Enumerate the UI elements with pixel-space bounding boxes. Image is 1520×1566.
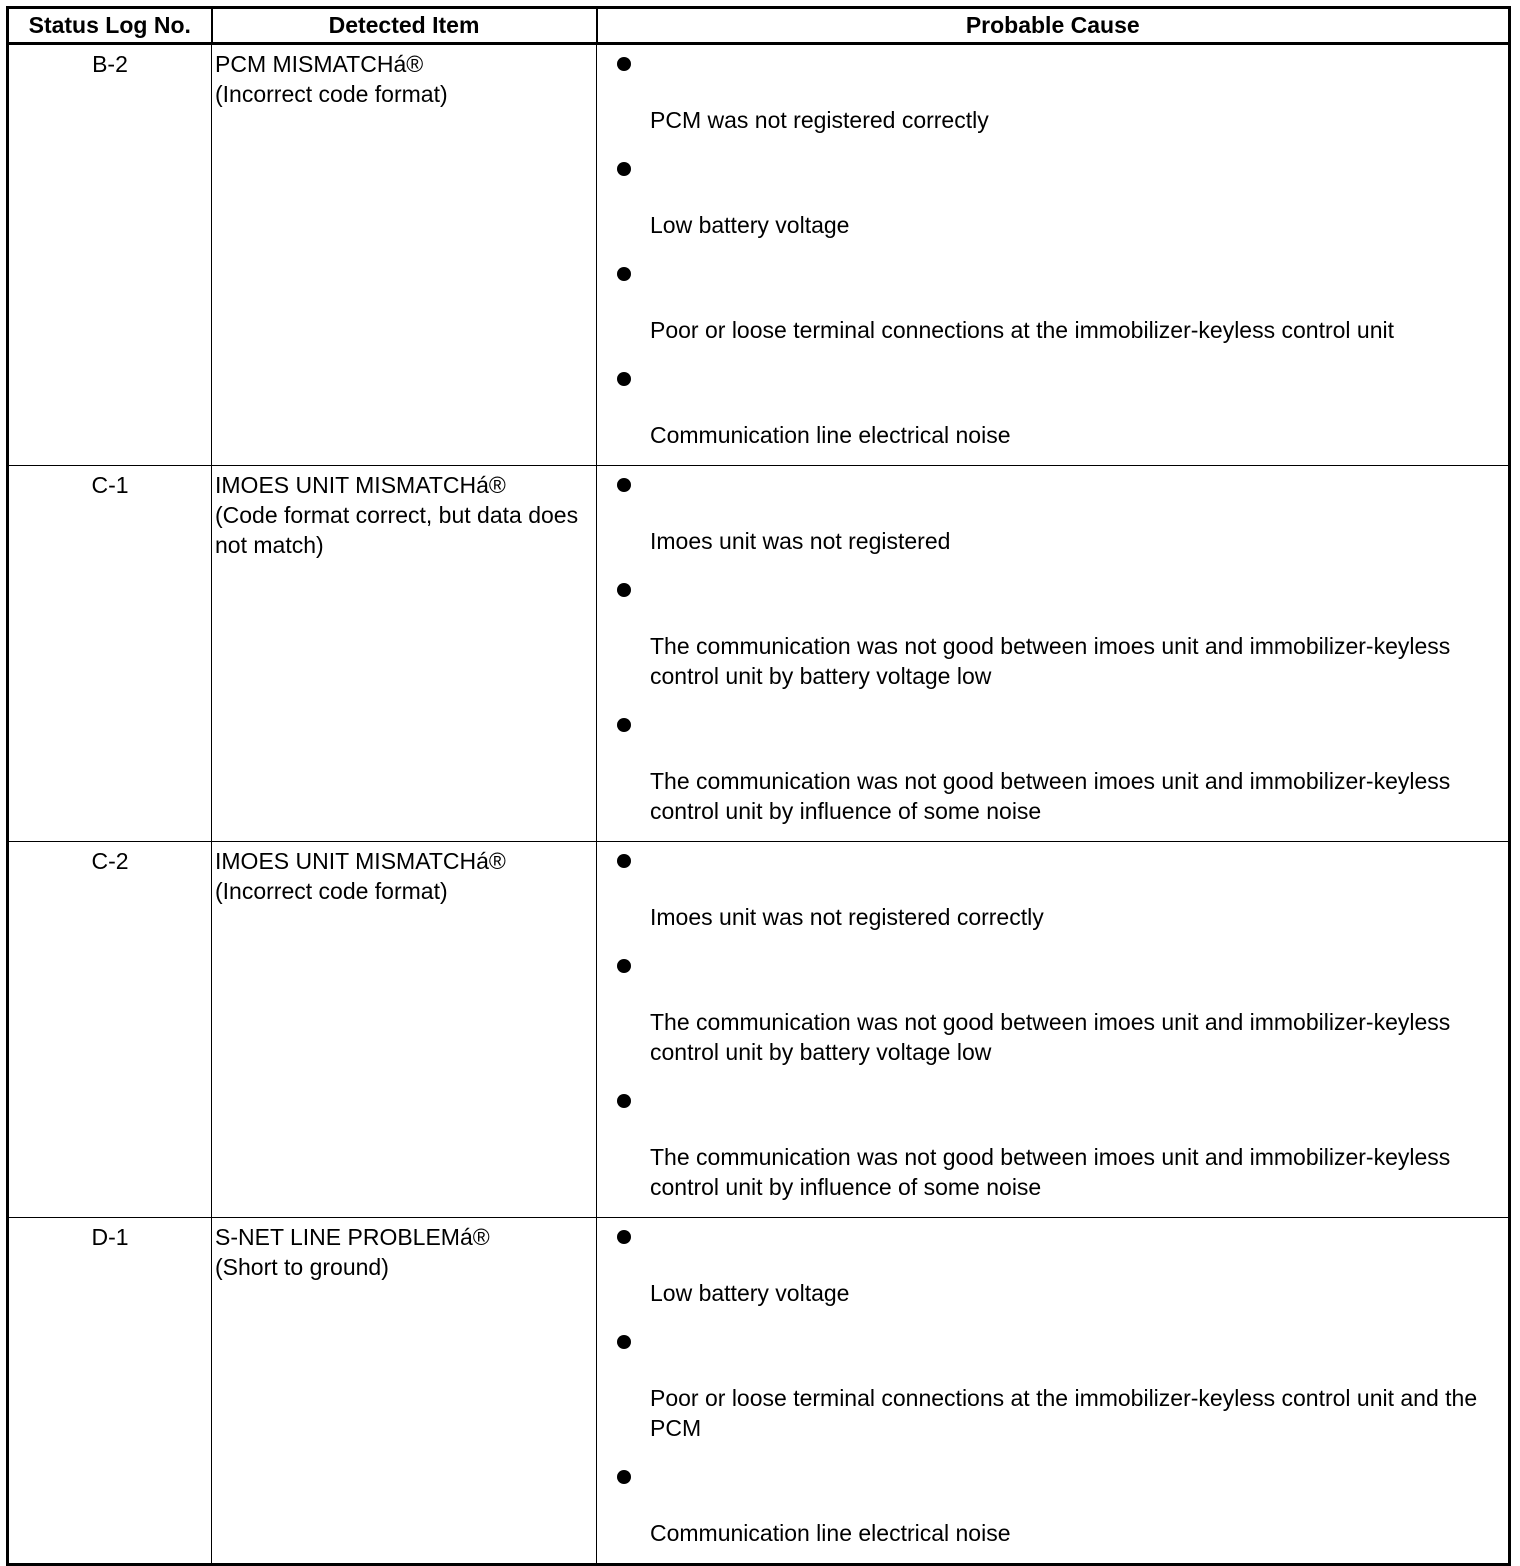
bullet-icon bbox=[617, 57, 631, 71]
detected-item-detail: (Incorrect code format) bbox=[215, 878, 448, 904]
detected-item-title: IMOES UNIT MISMATCHá® bbox=[215, 848, 506, 874]
cause-item bbox=[597, 360, 1508, 465]
detected-item-title: PCM MISMATCHá® bbox=[215, 51, 424, 77]
probable-cause bbox=[597, 44, 1510, 466]
cause-text: Poor or loose terminal connections at the immobilizer-keyless control unit and the PCM bbox=[650, 1385, 1478, 1441]
table-row bbox=[8, 44, 1510, 466]
status-log-no: D-1 bbox=[8, 1218, 212, 1565]
probable-cause bbox=[597, 466, 1510, 842]
bullet-icon bbox=[617, 162, 631, 176]
cause-item bbox=[597, 466, 1508, 571]
cause-item bbox=[597, 706, 1508, 841]
status-log-no: B-2 bbox=[8, 44, 212, 466]
cause-item bbox=[597, 150, 1508, 255]
cause-item bbox=[597, 571, 1508, 706]
detected-item-detail: (Code format correct, but data does not match) bbox=[215, 502, 579, 558]
probable-cause bbox=[597, 1218, 1510, 1565]
cause-list bbox=[597, 466, 1508, 841]
cause-item bbox=[597, 45, 1508, 150]
bullet-icon bbox=[617, 1094, 631, 1108]
detected-item-title: S-NET LINE PROBLEMá® bbox=[215, 1224, 490, 1250]
bullet-icon bbox=[617, 854, 631, 868]
detected-item bbox=[212, 1218, 597, 1565]
cause-text: The communication was not good between imoes unit and immobilizer-keyless control unit by battery voltage low bbox=[650, 1009, 1451, 1065]
bullet-icon bbox=[617, 959, 631, 973]
cause-text: The communication was not good between imoes unit and immobilizer-keyless control unit by battery voltage low bbox=[650, 633, 1451, 689]
table-row bbox=[8, 466, 1510, 842]
cause-text: The communication was not good between imoes unit and immobilizer-keyless control unit by influence of some noise bbox=[650, 768, 1451, 824]
bullet-icon bbox=[617, 372, 631, 386]
cause-item bbox=[597, 947, 1508, 1082]
header-row bbox=[8, 8, 1510, 44]
status-log-table bbox=[6, 6, 1511, 1566]
header-detected-item: Detected Item bbox=[212, 8, 597, 44]
status-log-no: C-1 bbox=[8, 466, 212, 842]
cause-list bbox=[597, 45, 1508, 465]
cause-text: Communication line electrical noise bbox=[650, 422, 1011, 448]
bullet-icon bbox=[617, 583, 631, 597]
detected-item-title: IMOES UNIT MISMATCHá® bbox=[215, 472, 506, 498]
cause-text: Imoes unit was not registered correctly bbox=[650, 904, 1044, 930]
cause-item bbox=[597, 1323, 1508, 1458]
cause-item bbox=[597, 255, 1508, 360]
detected-item-detail: (Short to ground) bbox=[215, 1254, 389, 1280]
bullet-icon bbox=[617, 267, 631, 281]
probable-cause bbox=[597, 842, 1510, 1218]
cause-item bbox=[597, 1218, 1508, 1323]
cause-text: Imoes unit was not registered bbox=[650, 528, 951, 554]
table-row bbox=[8, 1218, 1510, 1565]
cause-item bbox=[597, 1458, 1508, 1563]
detected-item bbox=[212, 466, 597, 842]
header-status-log-no: Status Log No. bbox=[8, 8, 212, 44]
bullet-icon bbox=[617, 1470, 631, 1484]
cause-item bbox=[597, 842, 1508, 947]
bullet-icon bbox=[617, 1230, 631, 1244]
cause-text: The communication was not good between imoes unit and immobilizer-keyless control unit by influence of some noise bbox=[650, 1144, 1451, 1200]
cause-text: Communication line electrical noise bbox=[650, 1520, 1011, 1546]
detected-item bbox=[212, 842, 597, 1218]
bullet-icon bbox=[617, 718, 631, 732]
cause-text: Poor or loose terminal connections at the immobilizer-keyless control unit bbox=[650, 317, 1394, 343]
cause-item bbox=[597, 1082, 1508, 1217]
bullet-icon bbox=[617, 1335, 631, 1349]
bullet-icon bbox=[617, 478, 631, 492]
detected-item bbox=[212, 44, 597, 466]
cause-text: Low battery voltage bbox=[650, 1280, 850, 1306]
table-row bbox=[8, 842, 1510, 1218]
cause-list bbox=[597, 842, 1508, 1217]
status-log-no: C-2 bbox=[8, 842, 212, 1218]
cause-list bbox=[597, 1218, 1508, 1563]
cause-text: PCM was not registered correctly bbox=[650, 107, 989, 133]
cause-text: Low battery voltage bbox=[650, 212, 850, 238]
detected-item-detail: (Incorrect code format) bbox=[215, 81, 448, 107]
header-probable-cause: Probable Cause bbox=[597, 8, 1510, 44]
